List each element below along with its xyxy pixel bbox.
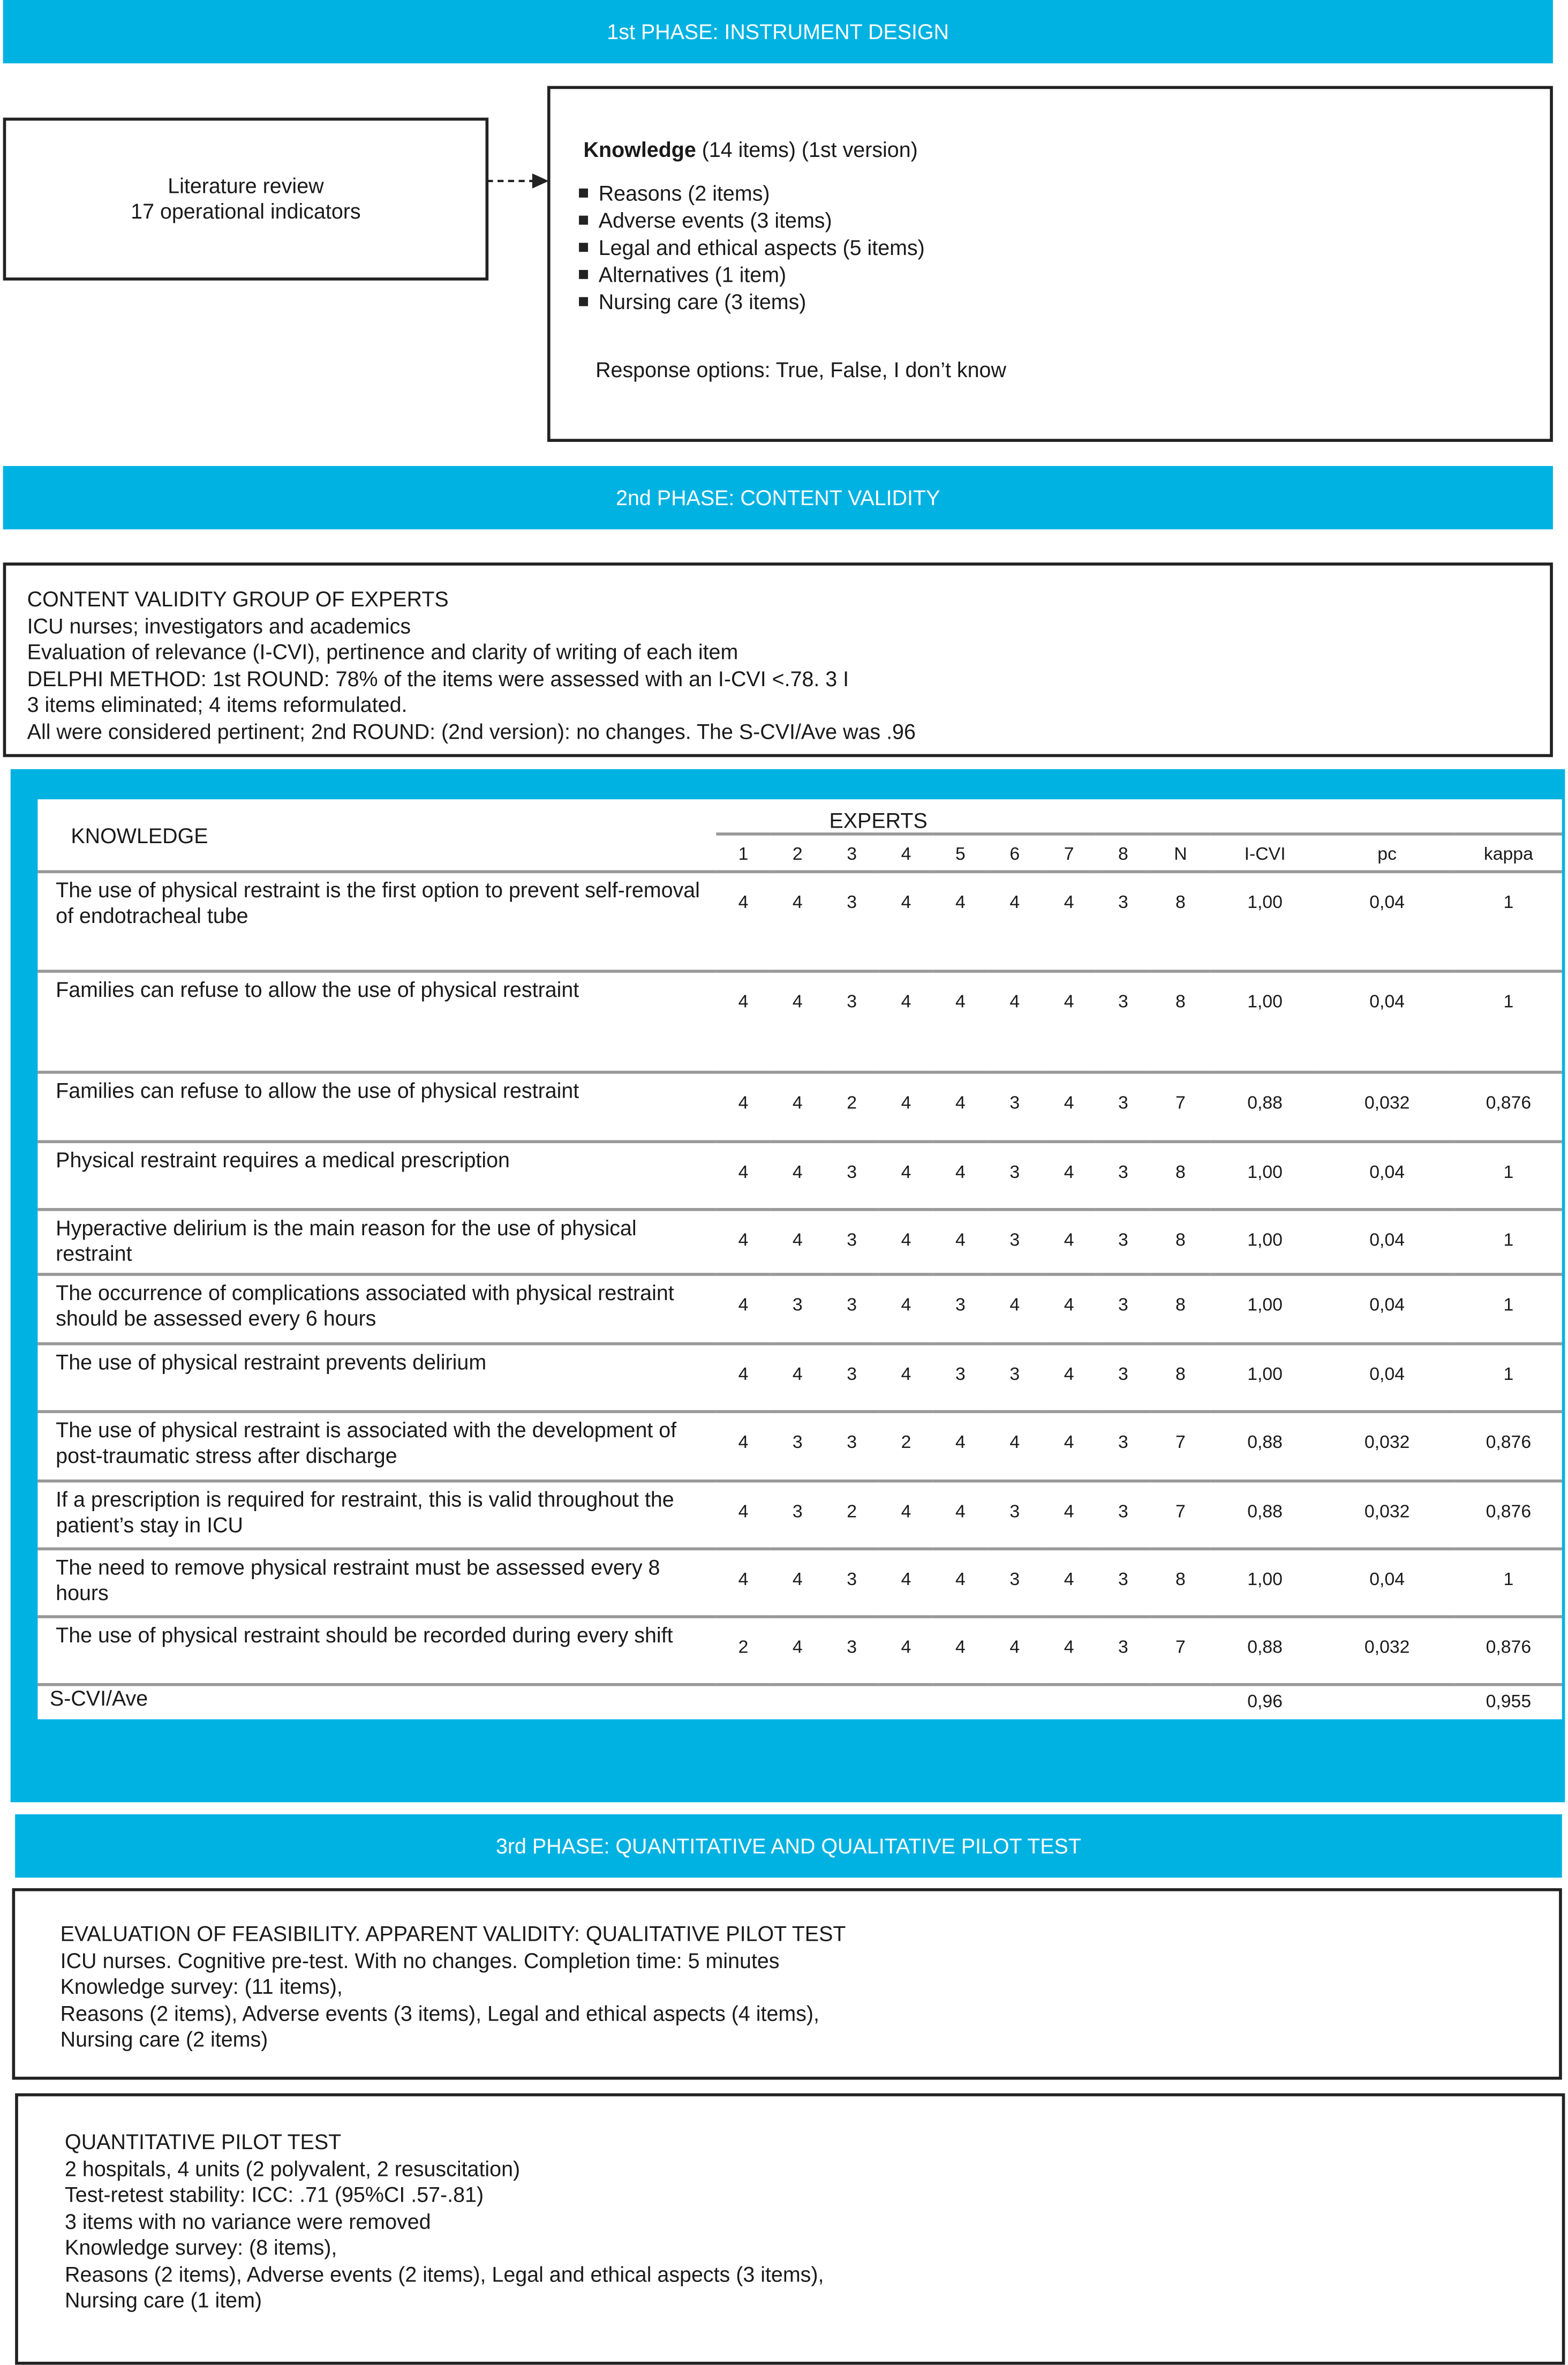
text-line: All were considered pertinent; 2nd ROUND: (2nd version): no changes. The S-CVI/Ave was .96: [27, 718, 916, 743]
text-line: EVALUATION OF FEASIBILITY. APPARENT VALIDITY: QUALITATIVE PILOT TEST: [60, 1921, 846, 1946]
cell-value: 3: [825, 1142, 879, 1210]
cell-value: 4: [716, 1072, 770, 1142]
item-text: If a prescription is required for restraint, this is valid throughout the patient’s stay in ICU: [37, 1481, 716, 1549]
feasibility-box: [12, 1888, 1562, 2080]
cell-value: 0,032: [1319, 1072, 1454, 1142]
table-row: [37, 1142, 1562, 1210]
cell-value: 4: [771, 1549, 825, 1617]
text-line: ICU nurses; investigators and academics: [27, 613, 411, 637]
text-line: Knowledge survey: (11 items),: [60, 1974, 343, 1999]
cell-value: 4: [771, 872, 825, 971]
literature-line: Literature review: [168, 172, 324, 197]
cell-value: 1: [1455, 971, 1562, 1072]
cell-value: 4: [716, 872, 770, 971]
cell-value: 4: [1042, 1142, 1096, 1210]
text-line: ICU nurses. Cognitive pre-test. With no changes. Completion time: 5 minutes: [60, 1948, 780, 1972]
cell-value: 0,876: [1455, 1072, 1562, 1142]
cell-value: 4: [879, 971, 933, 1072]
column-header: 8: [1118, 842, 1128, 864]
cell-value: 0,876: [1455, 1617, 1562, 1685]
cell-value: 4: [987, 1274, 1042, 1344]
content-validity-box: [3, 562, 1553, 757]
cell-value: 0,88: [1211, 1412, 1320, 1481]
cell-value: 3: [825, 1210, 879, 1274]
cell-value: 3: [1096, 971, 1150, 1072]
column-header: kappa: [1483, 842, 1533, 864]
bullet-icon: [579, 269, 588, 279]
cell-value: 0,88: [1211, 1617, 1320, 1685]
text-line: Nursing care (1 item): [65, 2287, 262, 2313]
cell-value: 4: [771, 1142, 825, 1210]
cell-value: 4: [1042, 1072, 1096, 1142]
cell-value: 0,032: [1319, 1617, 1454, 1685]
text-line: Evaluation of relevance (I-CVI), pertinence and clarity of writing of each item: [27, 639, 738, 664]
cell-value: 4: [987, 1412, 1042, 1481]
cell-value: 0,04: [1319, 872, 1454, 971]
cell-value: 4: [771, 1617, 825, 1685]
column-header: 6: [1009, 842, 1020, 864]
cell-value: 3: [1096, 1274, 1150, 1344]
text-line: Test-retest stability: ICC: .71 (95%CI .57-.81): [65, 2182, 484, 2206]
text-line: 2 hospitals, 4 units (2 polyvalent, 2 resuscitation): [65, 2156, 521, 2180]
cell-value: 7: [1150, 1412, 1211, 1481]
column-header: N: [1174, 842, 1187, 864]
summary-kappa: 0,955: [1455, 1685, 1562, 1720]
cell-value: 8: [1150, 1344, 1211, 1412]
item-text: Physical restraint requires a medical prescription: [37, 1142, 716, 1210]
cell-value: 8: [1150, 1210, 1211, 1274]
text-line: Knowledge survey: (8 items),: [65, 2235, 337, 2259]
knowledge-items-list: [579, 179, 1550, 314]
table-row: [37, 1072, 1562, 1142]
cell-value: 4: [879, 1481, 933, 1549]
text-line: CONTENT VALIDITY GROUP OF EXPERTS: [27, 587, 449, 611]
item-text: Hyperactive delirium is the main reason for the use of physical restraint: [37, 1210, 716, 1274]
cell-value: 4: [716, 1142, 770, 1210]
cell-value: 3: [771, 1481, 825, 1549]
cell-value: 8: [1150, 1549, 1211, 1617]
column-header: I-CVI: [1244, 842, 1286, 864]
text-line: Reasons (2 items), Adverse events (3 items), Legal and ethical aspects (4 items),: [60, 2000, 820, 2025]
cell-value: 3: [1096, 1210, 1150, 1274]
cell-value: 3: [1096, 1344, 1150, 1412]
cell-value: 3: [1096, 872, 1150, 971]
cell-value: 4: [1042, 1344, 1096, 1412]
response-options: Response options: True, False, I don’t know: [595, 356, 1006, 381]
cell-value: 3: [987, 1210, 1042, 1274]
cell-value: 4: [987, 872, 1042, 971]
cell-value: 3: [825, 1549, 879, 1617]
text-line: 3 items with no variance were removed: [65, 2209, 431, 2233]
cell-value: 4: [1042, 1481, 1096, 1549]
cell-value: 1: [1455, 1210, 1562, 1274]
column-header: 5: [955, 842, 966, 864]
cell-value: 4: [879, 1549, 933, 1617]
cell-value: 4: [1042, 1412, 1096, 1481]
table-row: [37, 1344, 1562, 1412]
quantitative-pilot-box: [15, 2093, 1565, 2365]
cell-value: 4: [879, 1072, 933, 1142]
column-header: pc: [1377, 842, 1397, 864]
cell-value: 0,04: [1319, 1549, 1454, 1617]
list-item: Alternatives (1 item): [579, 260, 1550, 288]
summary-icvi: 0,96: [1211, 1685, 1320, 1720]
cell-value: 3: [987, 1549, 1042, 1617]
cell-value: 2: [825, 1072, 879, 1142]
cell-value: 4: [879, 872, 933, 971]
cell-value: 0,032: [1319, 1412, 1454, 1481]
table-row: [37, 1210, 1562, 1274]
cell-value: 3: [1096, 1549, 1150, 1617]
cell-value: 4: [933, 971, 987, 1072]
cell-value: 0,04: [1319, 1274, 1454, 1344]
cell-value: 0,88: [1211, 1481, 1320, 1549]
cell-value: 3: [825, 1617, 879, 1685]
text-line: Reasons (2 items), Adverse events (2 items), Legal and ethical aspects (3 items),: [65, 2261, 824, 2286]
cell-value: 2: [716, 1617, 770, 1685]
cell-value: 1: [1455, 1142, 1562, 1210]
cell-value: 7: [1150, 1072, 1211, 1142]
cell-value: 3: [1096, 1481, 1150, 1549]
item-text: The use of physical restraint is associated with the development of post-traumatic stress after discharge: [37, 1412, 716, 1481]
cell-value: 0,04: [1319, 1210, 1454, 1274]
cell-value: 4: [1042, 1274, 1096, 1344]
literature-line: 17 operational indicators: [131, 199, 361, 223]
phase3-title: 3rd PHASE: QUANTITATIVE AND QUALITATIVE PILOT TEST: [495, 1834, 1081, 1858]
table-row: [37, 1412, 1562, 1481]
item-text: The need to remove physical restraint must be assessed every 8 hours: [37, 1549, 716, 1617]
column-header: 7: [1064, 842, 1074, 864]
bullet-icon: [579, 296, 588, 305]
phase1-title: 1st PHASE: INSTRUMENT DESIGN: [607, 19, 949, 44]
column-header: 2: [792, 842, 803, 864]
cell-value: 3: [987, 1072, 1042, 1142]
cell-value: 1: [1455, 872, 1562, 971]
table-row: [37, 1617, 1562, 1685]
cell-value: 4: [1042, 971, 1096, 1072]
item-text: Families can refuse to allow the use of physical restraint: [37, 1072, 716, 1142]
column-header: 3: [847, 842, 857, 864]
cell-value: 4: [933, 1481, 987, 1549]
cell-value: 1,00: [1211, 1274, 1320, 1344]
cell-value: 8: [1150, 1142, 1211, 1210]
cell-value: 0,04: [1319, 1344, 1454, 1412]
cell-value: 3: [771, 1274, 825, 1344]
cell-value: 4: [933, 872, 987, 971]
cell-value: 4: [1042, 1617, 1096, 1685]
cell-value: 4: [716, 1412, 770, 1481]
column-header: 4: [901, 842, 911, 864]
cell-value: 4: [716, 1549, 770, 1617]
cell-value: 4: [879, 1344, 933, 1412]
cell-value: 3: [933, 1274, 987, 1344]
cell-value: 2: [825, 1481, 879, 1549]
table-row: [37, 872, 1562, 971]
cell-value: 1: [1455, 1344, 1562, 1412]
bullet-icon: [579, 215, 588, 224]
cell-value: 3: [1096, 1142, 1150, 1210]
cell-value: 7: [1150, 1481, 1211, 1549]
cell-value: 4: [987, 1617, 1042, 1685]
cell-value: 2: [879, 1412, 933, 1481]
cell-value: 3: [1096, 1412, 1150, 1481]
cell-value: 4: [933, 1412, 987, 1481]
list-item: Reasons (2 items): [579, 179, 1550, 206]
cell-value: 4: [771, 1344, 825, 1412]
cell-value: 1: [1455, 1549, 1562, 1617]
phase2-title: 2nd PHASE: CONTENT VALIDITY: [616, 485, 940, 510]
cell-value: 4: [716, 1274, 770, 1344]
table-row: [37, 971, 1562, 1072]
cell-value: 4: [1042, 1549, 1096, 1617]
cell-value: 4: [879, 1617, 933, 1685]
cell-value: 1: [1455, 1274, 1562, 1344]
cell-value: 4: [716, 1210, 770, 1274]
summary-row: [37, 1685, 1562, 1720]
item-text: The use of physical restraint prevents delirium: [37, 1344, 716, 1412]
list-item: Nursing care (3 items): [579, 287, 1550, 314]
item-text: The occurrence of complications associated with physical restraint should be assessed every 6 hours: [37, 1274, 716, 1344]
experts-header: EXPERTS: [716, 799, 1562, 834]
cell-value: 4: [771, 1210, 825, 1274]
text-line: Nursing care (2 items): [60, 2026, 268, 2051]
cell-value: 1,00: [1211, 872, 1320, 971]
cell-value: 1,00: [1211, 1210, 1320, 1274]
bullet-icon: [579, 188, 588, 197]
cell-value: 3: [825, 1344, 879, 1412]
cell-value: 8: [1150, 1274, 1211, 1344]
cell-value: 4: [933, 1142, 987, 1210]
cell-value: 4: [933, 1617, 987, 1685]
cell-value: 4: [933, 1549, 987, 1617]
bullet-icon: [579, 242, 588, 251]
cell-value: 3: [825, 1274, 879, 1344]
cell-value: 4: [987, 971, 1042, 1072]
cell-value: 0,88: [1211, 1072, 1320, 1142]
cell-value: 4: [879, 1274, 933, 1344]
cell-value: 0,04: [1319, 971, 1454, 1072]
cell-value: 0,876: [1455, 1481, 1562, 1549]
list-item: Adverse events (3 items): [579, 206, 1550, 233]
column-header: 1: [738, 842, 749, 864]
cell-value: 8: [1150, 971, 1211, 1072]
table-row: [37, 1274, 1562, 1344]
cell-value: 3: [1096, 1072, 1150, 1142]
table-row: [37, 1549, 1562, 1617]
cell-value: 3: [825, 971, 879, 1072]
cell-value: 4: [771, 1072, 825, 1142]
cell-value: 7: [1150, 1617, 1211, 1685]
cell-value: 1,00: [1211, 1142, 1320, 1210]
cell-value: 4: [1042, 872, 1096, 971]
knowledge-title: Knowledge (14 items) (1st version): [583, 137, 918, 162]
cell-value: 3: [825, 1412, 879, 1481]
cell-value: 4: [716, 1344, 770, 1412]
phase3-banner: [15, 1814, 1562, 1878]
cell-value: 8: [1150, 872, 1211, 971]
text-line: QUANTITATIVE PILOT TEST: [65, 2129, 342, 2154]
text-line: DELPHI METHOD: 1st ROUND: 78% of the items were assessed with an I-CVI <.78. 3 I: [27, 665, 849, 690]
cell-value: 3: [771, 1412, 825, 1481]
cell-value: 4: [879, 1142, 933, 1210]
cell-value: 3: [987, 1481, 1042, 1549]
cell-value: 1,00: [1211, 1344, 1320, 1412]
cell-value: 4: [771, 971, 825, 1072]
cell-value: 4: [716, 1481, 770, 1549]
cell-value: 3: [933, 1344, 987, 1412]
cell-value: 0,032: [1319, 1481, 1454, 1549]
content-validity-table: [37, 799, 1562, 1719]
cell-value: 3: [987, 1344, 1042, 1412]
cell-value: 0,876: [1455, 1412, 1562, 1481]
item-text: The use of physical restraint should be recorded during every shift: [37, 1617, 716, 1685]
dashed-arrow-icon: [487, 169, 550, 193]
cell-value: 4: [1042, 1210, 1096, 1274]
knowledge-header: KNOWLEDGE: [71, 822, 208, 847]
cell-value: 3: [987, 1142, 1042, 1210]
item-text: The use of physical restraint is the first option to prevent self-removal of endotracheal tube: [37, 872, 716, 971]
phase2-banner: [3, 466, 1553, 529]
text-line: 3 items eliminated; 4 items reformulated.: [27, 692, 408, 717]
table-row: [37, 1481, 1562, 1549]
list-item: Legal and ethical aspects (5 items): [579, 233, 1550, 260]
cell-value: 1,00: [1211, 971, 1320, 1072]
literature-review-box: [3, 118, 489, 281]
cell-value: 4: [716, 971, 770, 1072]
summary-label: S-CVI/Ave: [37, 1685, 716, 1720]
cell-value: 1,00: [1211, 1549, 1320, 1617]
cell-value: 0,04: [1319, 1142, 1454, 1210]
cell-value: 4: [933, 1210, 987, 1274]
cell-value: 4: [933, 1072, 987, 1142]
cell-value: 4: [879, 1210, 933, 1274]
cell-value: 3: [825, 872, 879, 971]
item-text: Families can refuse to allow the use of physical restraint: [37, 971, 716, 1072]
cell-value: 3: [1096, 1617, 1150, 1685]
knowledge-version-box: [547, 86, 1553, 441]
phase1-banner: [3, 0, 1553, 63]
